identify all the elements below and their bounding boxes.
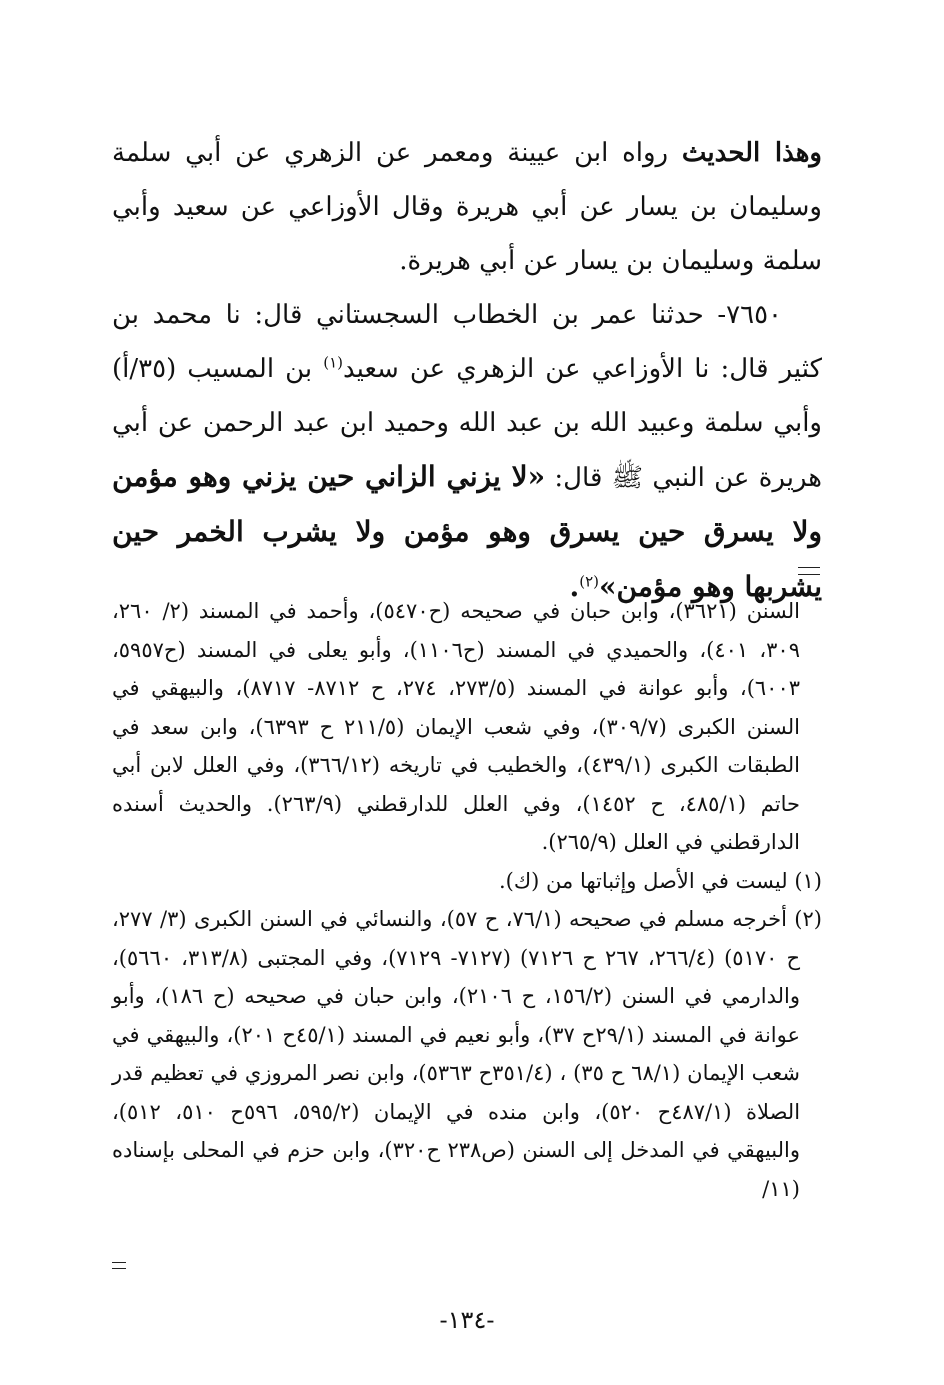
footnote-ref-1[interactable]: (١) [323, 353, 343, 372]
footnote-2: (٢) أخرجه مسلم في صحيحه (٧٦/١، ح ٥٧)، والنسائي في السنن الكبرى (٣/ ٢٧٧، ح ٥١٧٠) (٢٦٦/٤، ٢٦٧ ح ٧١٢٦) (٧١٢٧- ٧١٢٩)، وفي المجتبى (٣١٣/٨، ٥٦٦٠)، والدارمي في السنن (١٥٦/٢، ح ٢١٠٦)، وابن حبان في صحيحه (ح ١٨٦)، وأبو عوانة في المسند (٢٩/١ح ٣٧)، وأبو نعيم في المسند (٤٥/١ح ٢٠١)، والبيهقي في شعب الإيمان (٦٨/١ ح ٣٥) ، (٣٥١/٤ح ٥٣٦٣)، وابن نصر المروزي في تعظيم قدر الصلاة (٤٨٧/١ح ٥٢٠)، وابن منده في الإيمان (٥٩٥/٢، ٥٩٦ح ٥١٠، ٥١٢)، والبيهقي في المدخل إلى السنن (ص٢٣٨ ح٣٢٠)، وابن حزم في المحلى بإسناده (١١/ [112, 907, 822, 1201]
footnote-ref-2[interactable]: (٢) [579, 572, 600, 591]
footnotes [112, 592, 822, 1208]
footnote-continuation: السنن (٣٦٢١)، وابن حبان في صحيحه (ح٥٤٧٠)، وأحمد في المسند (٢/ ٢٦٠، ٣٠٩، ٤٠١)، والحميدي في المسند (ح١١٠٦)، وأبو يعلى في المسند (ح٥٩٥٧، ٦٠٠٣)، وأبو عوانة في المسند (٢٧٣/٥، ٢٧٤، ح ٨٧١٢- ٨٧١٧)، والبيهقي في السنن الكبرى (٣٠٩/٧)، وفي شعب الإيمان (٢١١/٥ ح ٦٣٩٣)، وابن سعد في الطبقات الكبرى (٤٣٩/١)، والخطيب في تاريخه (٣٦٦/١٢)، وفي العلل لابن أبي حاتم (٤٨٥/١، ح ١٤٥٢)، وفي العلل للدارقطني (٢٦٣/٩). والحديث أسنده الدارقطني في العلل (٢٦٥/٩). [112, 599, 801, 854]
intro-bold-phrase: وهذا الحديث [681, 138, 822, 168]
hadith-matn: «لا يزني الزاني حين يزني وهو مؤمن ولا يسرق حين يسرق وهو مؤمن ولا يشرب الخمر حين يشربها وهو مؤمن» [112, 460, 822, 603]
paragraph-intro [112, 126, 822, 288]
main-text [112, 126, 822, 615]
book-page [112, 0, 822, 1385]
footnote-continues-marker [112, 1262, 126, 1269]
isnad-text: ٧٦٥٠- حدثنا عمر بن الخطاب السجستاني قال: نا محمد بن كثير قال: نا الأوزاعي عن الزهري عن سعيد [112, 300, 822, 384]
isnad-text-2: بن المسيب (٣٥/أ) وأبي سلمة وعبيد الله بن عبد الله وحميد ابن عبد الرحمن عن أبي هريرة عن النبي ﷺ قال: [112, 354, 822, 493]
intro-text: رواه ابن عيينة ومعمر عن الزهري عن أبي سلمة وسليمان بن يسار عن أبي هريرة وقال الأوزاعي عن سعيد وأبي سلمة وسليمان بن يسار عن أبي هريرة. [112, 138, 822, 276]
footnote-1: (١) ليست في الأصل وإثباتها من (ك). [499, 868, 822, 893]
paragraph-hadith [112, 288, 822, 615]
page-number: -١٣٤- [439, 1306, 495, 1334]
hadith-end-punct: . [569, 570, 580, 603]
footnote-separator [798, 567, 820, 575]
